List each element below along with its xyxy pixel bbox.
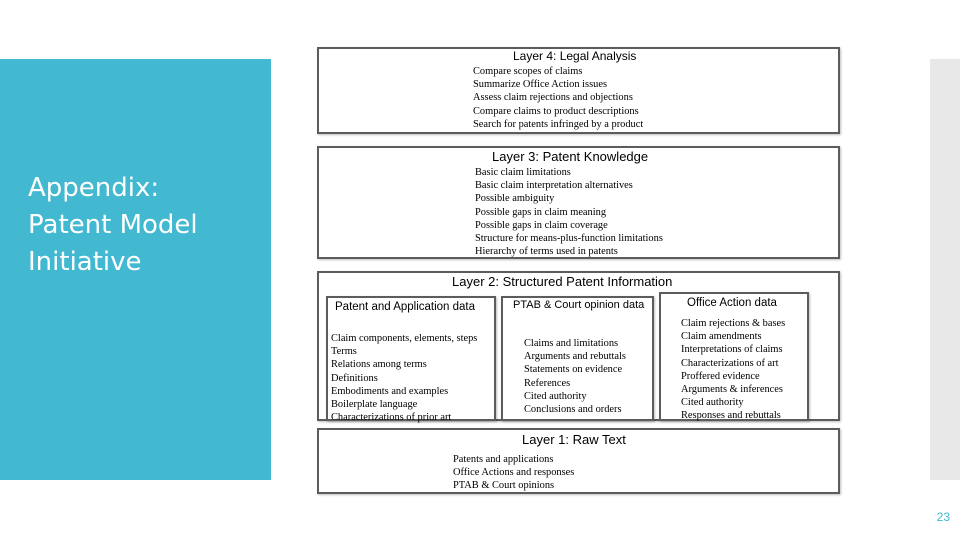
list-item: Statements on evidence	[524, 364, 623, 376]
list-item: Possible gaps in claim meaning	[475, 206, 607, 218]
list-item: Possible ambiguity	[475, 193, 555, 205]
list-item: Definitions	[331, 372, 378, 384]
patent-app-list	[331, 332, 477, 424]
layer3-box	[317, 146, 840, 259]
layer1-list	[453, 453, 574, 493]
list-item: Conclusions and orders	[524, 404, 622, 416]
layer4-box	[317, 47, 840, 134]
list-item: Search for patents infringed by a product	[473, 118, 644, 130]
slide-title-line: Patent Model	[28, 210, 198, 240]
list-item: Patents and applications	[453, 454, 554, 465]
list-item: Proffered evidence	[681, 370, 760, 382]
list-item: Cited authority	[524, 390, 587, 402]
list-item: Claims and limitations	[524, 338, 619, 349]
list-item: Summarize Office Action issues	[473, 79, 607, 91]
layer3-title: Layer 3: Patent Knowledge	[492, 149, 649, 164]
slide-title-line: Appendix:	[28, 173, 160, 203]
list-item: Interpretations of claims	[681, 344, 783, 356]
list-item: Embodiments and examples	[331, 385, 449, 397]
side-bar	[930, 59, 960, 480]
ptab-box	[501, 296, 654, 421]
list-item: Characterizations of art	[681, 357, 779, 369]
layer2-box	[317, 271, 840, 424]
list-item: Assess claim rejections and objections	[473, 92, 633, 104]
layer4-title: Layer 4: Legal Analysis	[513, 49, 637, 63]
list-item: Basic claim limitations	[475, 167, 571, 178]
list-item: Terms	[331, 346, 357, 358]
list-item: Boilerplate language	[331, 399, 418, 411]
ptab-list	[524, 337, 626, 416]
layer1-box	[317, 428, 840, 494]
list-item: Claim components, elements, steps	[331, 333, 478, 344]
office-action-title: Office Action data	[687, 297, 777, 309]
slide-title	[28, 170, 268, 281]
list-item: Hierarchy of terms used in patents	[475, 246, 618, 258]
list-item: Claim amendments	[681, 331, 762, 343]
ptab-title: PTAB & Court opinion data	[513, 299, 645, 311]
layer4-list	[473, 65, 643, 131]
list-item: References	[524, 377, 571, 389]
list-item: Office Actions and responses	[453, 467, 575, 479]
list-item: Structure for means-plus-function limitations	[475, 233, 663, 245]
list-item: Characterizations of prior art	[331, 412, 452, 424]
slide-title-line: Initiative	[28, 247, 142, 277]
patent-app-box	[326, 296, 496, 424]
list-item: Arguments & inferences	[681, 384, 783, 396]
office-action-box	[659, 292, 809, 421]
list-item: Arguments and rebuttals	[524, 351, 626, 363]
list-item: Cited authority	[681, 397, 744, 409]
list-item: Claim rejections & bases	[681, 318, 786, 329]
layer1-title: Layer 1: Raw Text	[522, 432, 626, 447]
list-item: Compare scopes of claims	[473, 66, 583, 77]
layer3-list	[475, 166, 663, 258]
list-item: PTAB & Court opinions	[453, 480, 555, 492]
list-item: Possible gaps in claim coverage	[475, 219, 608, 231]
list-item: Responses and rebuttals	[681, 410, 781, 422]
office-action-list	[681, 317, 785, 423]
list-item: Compare claims to product descriptions	[473, 105, 639, 117]
patent-app-title: Patent and Application data	[335, 301, 476, 313]
layer2-title: Layer 2: Structured Patent Information	[452, 274, 673, 289]
list-item: Relations among terms	[331, 359, 427, 371]
page-number: 23	[936, 510, 950, 524]
list-item: Basic claim interpretation alternatives	[475, 180, 633, 192]
